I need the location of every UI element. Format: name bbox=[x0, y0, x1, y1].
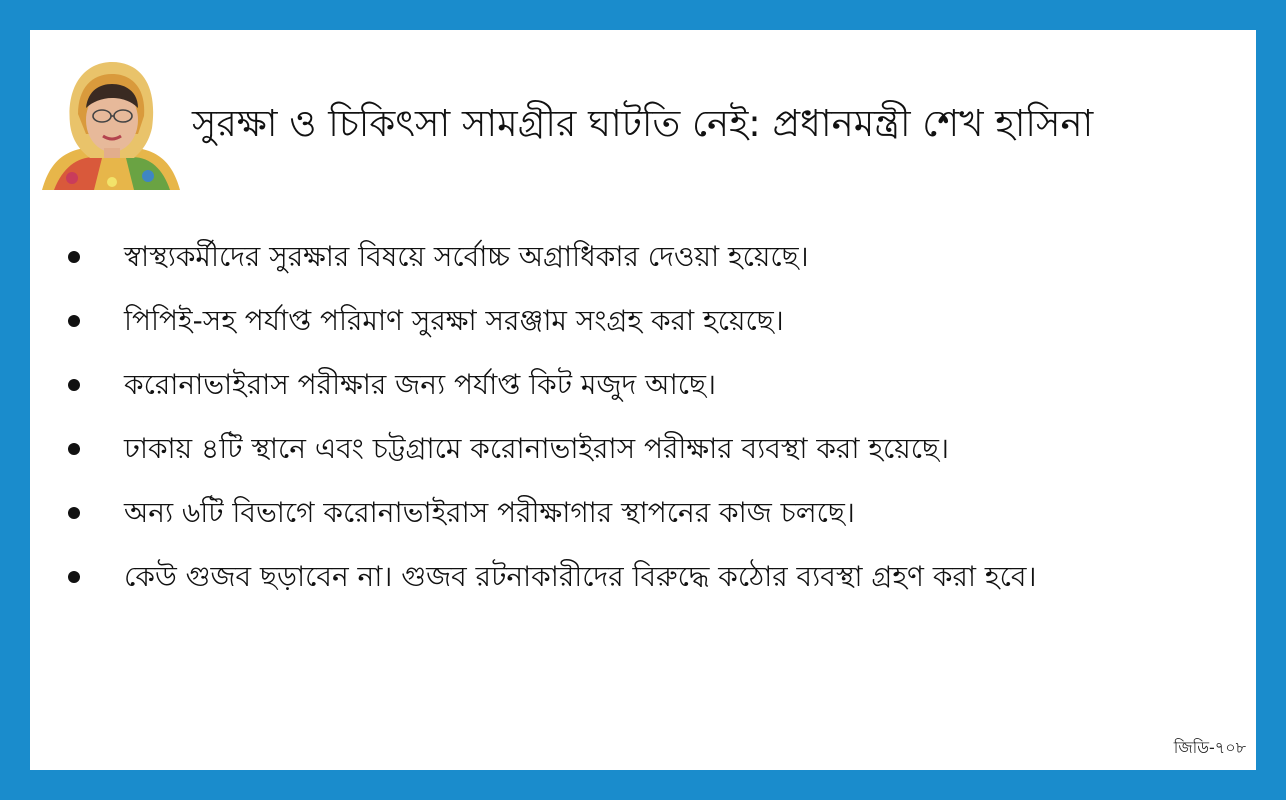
bullet-list bbox=[58, 228, 1228, 612]
reference-code: জিডি-৭০৮ bbox=[1173, 738, 1246, 757]
bullet-icon bbox=[68, 315, 80, 327]
bullet-icon bbox=[68, 507, 80, 519]
content-panel bbox=[30, 30, 1256, 770]
bullet-text: পিপিই-সহ পর্যাপ্ত পরিমাণ সুরক্ষা সরঞ্জাম সংগ্রহ করা হয়েছে। bbox=[124, 304, 784, 337]
list-item bbox=[58, 228, 1228, 286]
bullet-icon bbox=[68, 443, 80, 455]
list-item bbox=[58, 548, 1228, 606]
bullet-icon bbox=[68, 379, 80, 391]
list-item bbox=[58, 356, 1228, 414]
list-item bbox=[58, 484, 1228, 542]
bullet-icon bbox=[68, 251, 80, 263]
list-item bbox=[58, 292, 1228, 350]
bullet-text: স্বাস্থ্যকর্মীদের সুরক্ষার বিষয়ে সর্বোচ্চ অগ্রাধিকার দেওয়া হয়েছে। bbox=[124, 240, 809, 273]
portrait-illustration bbox=[42, 54, 180, 190]
bullet-text: কেউ গুজব ছড়াবেন না। গুজব রটনাকারীদের বিরুদ্ধে কঠোর ব্যবস্থা গ্রহণ করা হবে। bbox=[124, 560, 1037, 593]
bullet-icon bbox=[68, 571, 80, 583]
portrait-photo bbox=[42, 54, 180, 190]
bullet-text: ঢাকায় ৪টি স্থানে এবং চট্টগ্রামে করোনাভাইরাস পরীক্ষার ব্যবস্থা করা হয়েছে। bbox=[124, 432, 950, 465]
headline: সুরক্ষা ও চিকিৎসা সামগ্রীর ঘাটতি নেই: প্রধানমন্ত্রী শেখ হাসিনা bbox=[192, 102, 1094, 145]
bullet-text: অন্য ৬টি বিভাগে করোনাভাইরাস পরীক্ষাগার স্থাপনের কাজ চলছে। bbox=[124, 496, 855, 529]
bullet-text: করোনাভাইরাস পরীক্ষার জন্য পর্যাপ্ত কিট মজুদ আছে। bbox=[124, 368, 716, 401]
list-item bbox=[58, 420, 1228, 478]
